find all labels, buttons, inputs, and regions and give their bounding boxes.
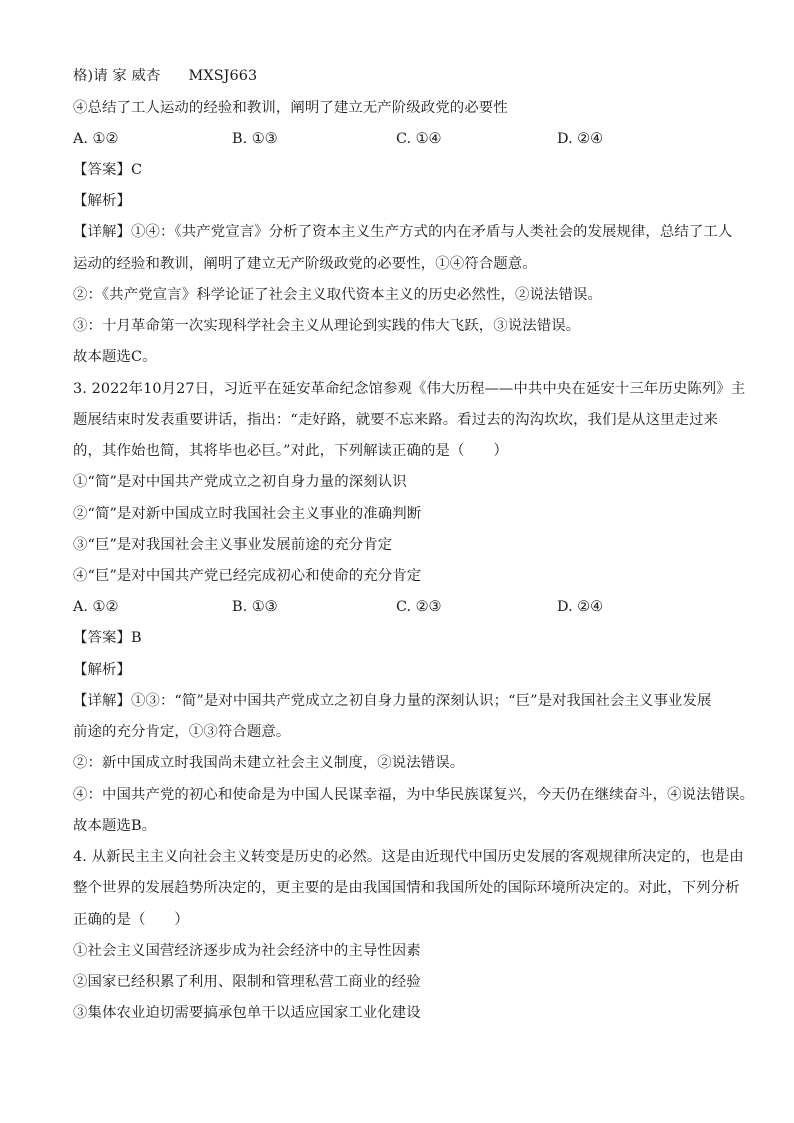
q2-explanation-line-4: ③：十月革命第一次实现科学社会主义从理论到实践的伟大飞跃，③说法错误。 (73, 318, 581, 334)
q2-explanation-line-3: ②：《共产党宣言》科学论证了社会主义取代资本主义的历史必然性，②说法错误。 (73, 287, 602, 303)
q3-analysis-label: 【解析】 (73, 662, 131, 678)
header-code: MXSJ663 (188, 68, 258, 84)
q4-statement-2: ②国家已经积累了利用、限制和管理私营工商业的经验 (73, 974, 421, 990)
header-text: 格)请 家 威杏 (73, 68, 161, 84)
q3-answer: 【答案】B (73, 630, 142, 646)
q4-stem-line-1: 4. 从新民主主义向社会主义转变是历史的必然。这是由近现代中国历史发展的客观规律所决定的，也是由 (73, 849, 744, 865)
q3-statement-1: ①“简”是对中国共产党成立之初自身力量的深刻认识 (73, 474, 407, 490)
q3-stem-line-1: 3. 2022年10月27日，习近平在延安革命纪念馆参观《伟大历程——中共中央在延安十三年历史陈列》主 (73, 381, 746, 397)
q2-explanation-line-1: 【详解】①④：《共产党宣言》分析了资本主义生产方式的内在矛盾与人类社会的发展规律，总结了工人 (73, 224, 733, 240)
q4-statement-3: ③集体农业迫切需要搞承包单干以适应国家工业化建设 (73, 1005, 421, 1021)
q2-analysis-label: 【解析】 (73, 193, 131, 209)
q2-option-a: A. ①② (73, 131, 119, 147)
q3-option-c: C. ②③ (396, 599, 442, 615)
q3-option-a: A. ①② (73, 599, 119, 615)
q3-statement-2: ②“简”是对新中国成立时我国社会主义事业的准确判断 (73, 506, 422, 522)
q2-statement-4: ④总结了工人运动的经验和教训，阐明了建立无产阶级政党的必要性 (73, 100, 508, 116)
q3-explanation-line-4: ④：中国共产党的初心和使命是为中国人民谋幸福，为中华民族谋复兴，今天仍在继续奋斗，④说法错误。 (73, 787, 755, 803)
q3-statement-4: ④“巨”是对中国共产党已经完成初心和使命的充分肯定 (73, 568, 422, 584)
q2-option-d: D. ②④ (557, 131, 603, 147)
q4-statement-1: ①社会主义国营经济逐步成为社会经济中的主导性因素 (73, 943, 421, 959)
q3-option-d: D. ②④ (557, 599, 603, 615)
q3-statement-3: ③“巨”是对我国社会主义事业发展前途的充分肯定 (73, 537, 393, 553)
q3-stem-line-3: 的，其作始也简，其将毕也必巨。”对此，下列解读正确的是（ ） (73, 443, 508, 459)
q2-option-b: B. ①③ (232, 131, 278, 147)
q3-explanation-line-1: 【详解】①③：“简”是对中国共产党成立之初自身力量的深刻认识；“巨”是对我国社会主义事业发展 (73, 693, 712, 709)
header-line (73, 66, 257, 86)
q3-option-b: B. ①③ (232, 599, 278, 615)
q2-option-c: C. ①④ (396, 131, 442, 147)
q2-conclusion: 故本题选C。 (73, 349, 157, 365)
q3-stem-line-2: 题展结束时发表重要讲话，指出：“走好路，就要不忘来路。看过去的沟沟坎坎，我们是从这里走过来 (73, 412, 719, 428)
q3-explanation-line-2: 前途的充分肯定，①③符合题意。 (73, 724, 291, 740)
q3-explanation-line-3: ②：新中国成立时我国尚未建立社会主义制度，②说法错误。 (73, 755, 465, 771)
q2-explanation-line-2: 运动的经验和教训，阐明了建立无产阶级政党的必要性，①④符合题意。 (73, 256, 537, 272)
q3-conclusion: 故本题选B。 (73, 818, 157, 834)
q4-stem-line-2: 整个世界的发展趋势所决定的，更主要的是由我国国情和我国所处的国际环境所决定的。对此，下列分析 (73, 880, 740, 896)
q4-stem-line-3: 正确的是（ ） (73, 912, 189, 928)
q2-answer: 【答案】C (73, 162, 143, 178)
